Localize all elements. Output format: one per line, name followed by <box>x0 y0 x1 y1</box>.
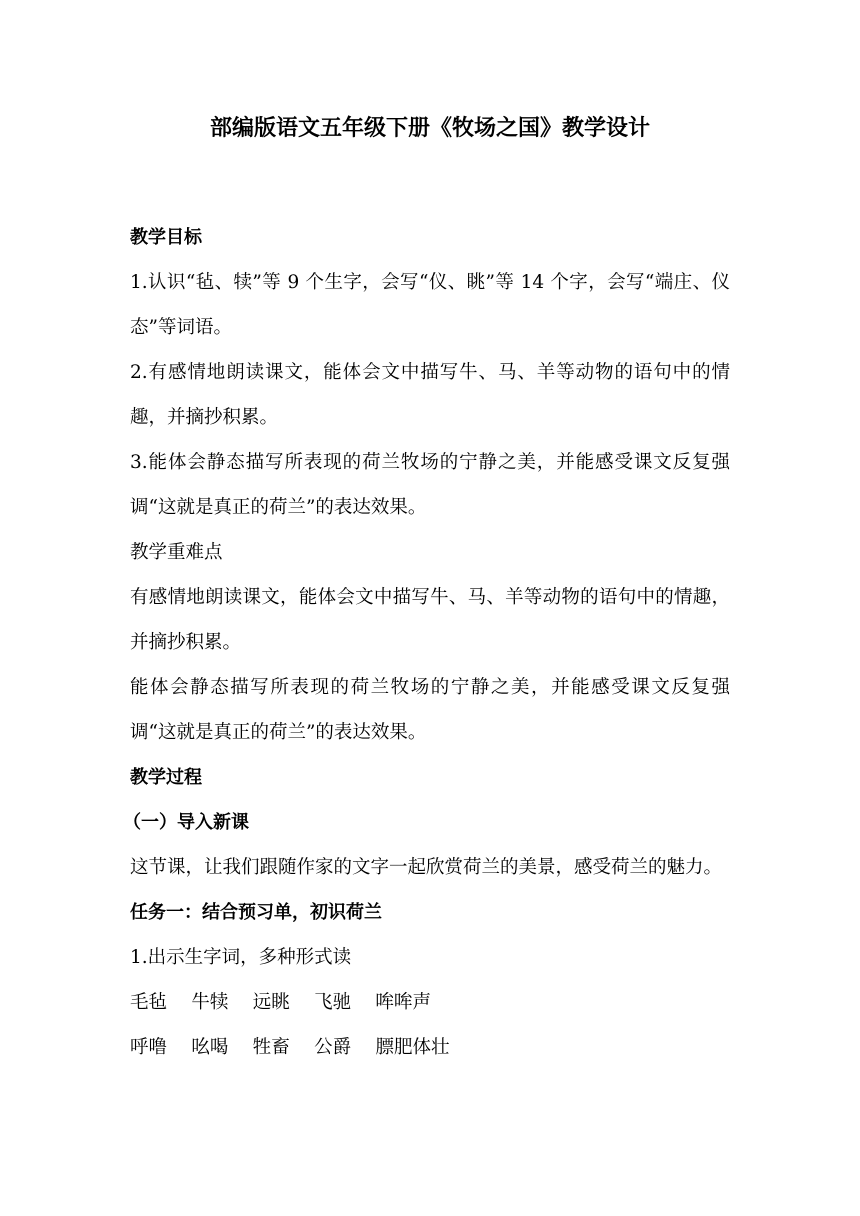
goal-item-1: 1.认识“毡、犊”等 9 个生字，会写“仪、眺”等 14 个字，会写“端庄、仪态”等词语。 <box>130 272 730 338</box>
vocabulary-row-2: 呼噜 吆喝 牲畜 公爵 膘肥体壮 <box>130 1037 450 1058</box>
task-step-1: 1.出示生字词，多种形式读 <box>130 947 352 968</box>
goal-item-3: 3.能体会静态描写所表现的荷兰牧场的宁静之美，并能感受课文反复强调“这就是真正的荷兰”的表达效果。 <box>130 452 730 518</box>
section-heading-teaching-process: 教学过程 <box>130 767 202 788</box>
goal-item-2: 2.有感情地朗读课文，能体会文中描写牛、马、羊等动物的语句中的情趣，并摘抄积累。 <box>130 362 730 428</box>
subheading-introduction: （一）导入新课 <box>123 812 249 833</box>
section-heading-teaching-goals: 教学目标 <box>130 227 202 248</box>
document-body <box>123 215 730 1070</box>
difficulty-item-1: 有感情地朗读课文，能体会文中描写牛、马、羊等动物的语句中的情趣，并摘抄积累。 <box>130 587 730 653</box>
task-one-heading: 任务一：结合预习单，初识荷兰 <box>130 902 382 923</box>
difficulty-item-2: 能体会静态描写所表现的荷兰牧场的宁静之美，并能感受课文反复强调“这就是真正的荷兰”的表达效果。 <box>130 677 730 743</box>
vocabulary-row-1: 毛毡 牛犊 远眺 飞驰 哞哞声 <box>130 992 432 1013</box>
section-heading-key-difficulties: 教学重难点 <box>130 542 223 563</box>
introduction-text: 这节课，让我们跟随作家的文字一起欣赏荷兰的美景，感受荷兰的魅力。 <box>130 857 723 878</box>
document-title: 部编版语文五年级下册《牧场之国》教学设计 <box>209 116 650 141</box>
